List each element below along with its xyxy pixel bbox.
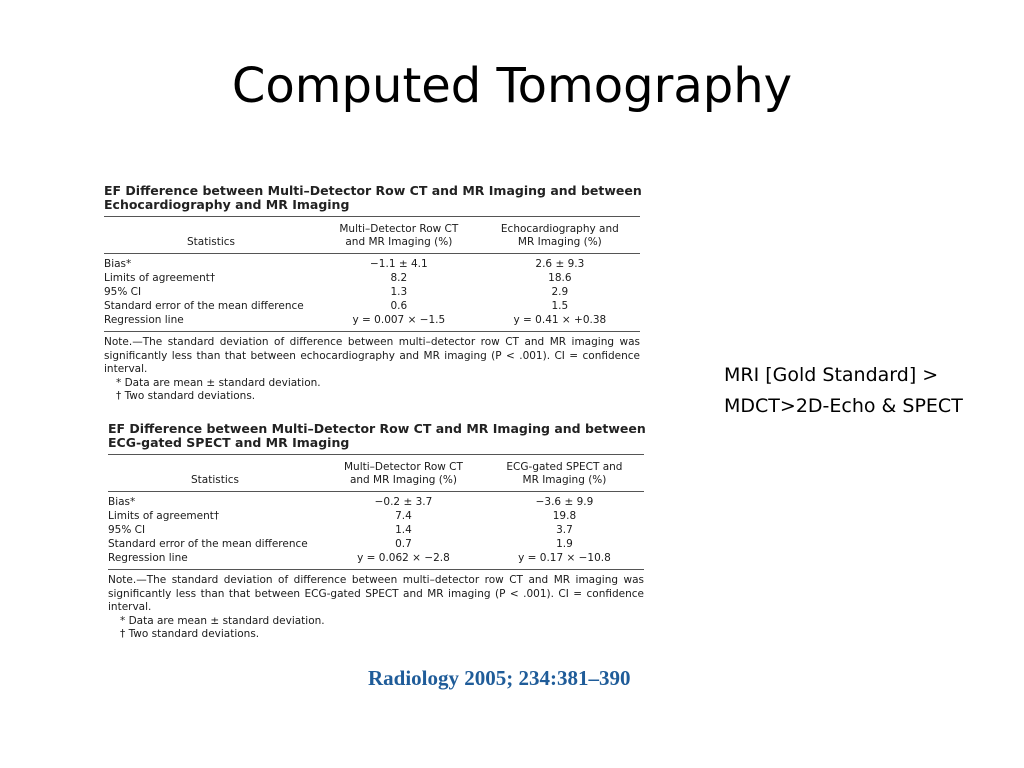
table-2-footnote: * Data are mean ± standard deviation. bbox=[120, 614, 325, 627]
table-1-footnote: † Two standard deviations. bbox=[116, 390, 256, 402]
table-1-note: Note.—The standard deviation of difference between multi–detector row CT and MR imaging was significantly less than that between echocardiography and MR imaging (P < .001). CI = confidence interval. bbox=[104, 336, 640, 375]
col-header-statistics: Statistics bbox=[108, 455, 322, 492]
table-row: Limits of agreement† 8.2 18.6 bbox=[104, 272, 572, 284]
table-2 bbox=[108, 454, 644, 570]
citation: Radiology 2005; 234:381–390 bbox=[368, 666, 631, 690]
table-1-footnote: * Data are mean ± standard deviation. bbox=[116, 376, 321, 389]
table-row: Regression line y = 0.062 × −2.8 y = 0.17 × −10.8 bbox=[108, 551, 644, 570]
col-header-echo: Echocardiography and MR Imaging (%) bbox=[480, 217, 640, 254]
table-row: Regression line y = 0.007 × −1.5 y = 0.41 × +0.38 bbox=[104, 313, 640, 332]
table-2-footnote: † Two standard deviations. bbox=[120, 628, 260, 640]
side-conclusion-text: MRI [Gold Standard] > MDCT>2D-Echo & SPECT bbox=[724, 364, 963, 417]
table-2-title: EF Difference between Multi–Detector Row CT and MR Imaging and between ECG-gated SPECT and MR Imaging bbox=[108, 421, 646, 450]
slide-title: Computed Tomography bbox=[231, 58, 793, 114]
table-row: 95% CI 1.3 2.9 bbox=[104, 286, 569, 298]
table-1-title: EF Difference between Multi–Detector Row CT and MR Imaging and between Echocardiography and MR Imaging bbox=[104, 183, 642, 212]
table-1-header-row bbox=[104, 217, 640, 254]
col-header-spect: ECG-gated SPECT and MR Imaging (%) bbox=[485, 455, 644, 492]
table-row: 95% CI 1.4 3.7 bbox=[108, 524, 573, 536]
col-header-statistics: Statistics bbox=[104, 217, 318, 254]
table-2-figure bbox=[108, 422, 644, 642]
table-1 bbox=[104, 216, 640, 332]
table-1-figure bbox=[104, 184, 640, 404]
table-row: Standard error of the mean difference 0.7 1.9 bbox=[108, 538, 573, 550]
table-row: Bias* −0.2 ± 3.7 −3.6 ± 9.9 bbox=[108, 496, 594, 508]
table-row: Bias* −1.1 ± 4.1 2.6 ± 9.3 bbox=[104, 258, 585, 270]
table-2-header-row bbox=[108, 455, 644, 492]
col-header-mdct: Multi–Detector Row CT and MR Imaging (%) bbox=[318, 217, 480, 254]
table-2-note: Note.—The standard deviation of difference between multi–detector row CT and MR imaging was significantly less than that between ECG-gated SPECT and MR imaging (P < .001). CI = confidence interval. bbox=[108, 574, 644, 613]
table-row: Limits of agreement† 7.4 19.8 bbox=[108, 510, 577, 522]
col-header-mdct: Multi–Detector Row CT and MR Imaging (%) bbox=[322, 455, 485, 492]
table-row: Standard error of the mean difference 0.6 1.5 bbox=[104, 300, 569, 312]
